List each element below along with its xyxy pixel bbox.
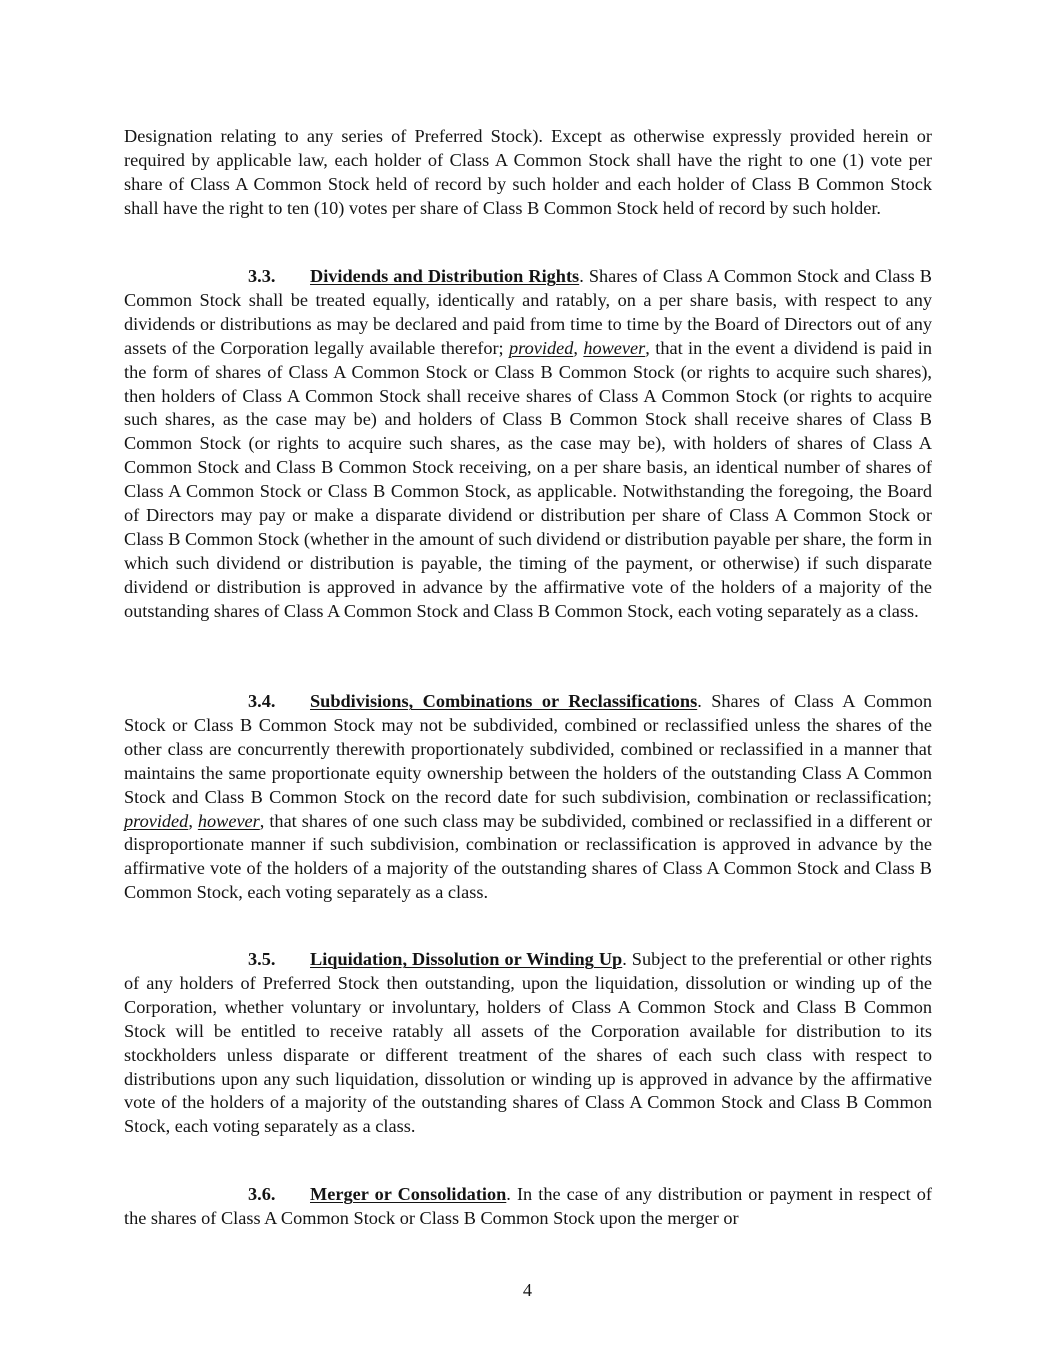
section-number: 3.6. [248, 1184, 276, 1204]
section-3-6: 3.6. Merger or Consolidation. In the case of any distribution or payment in respect of the shares of Class A Common Stock or Class B Common Stock upon the merger or [124, 1184, 932, 1228]
section-heading: Dividends and Distribution Rights [310, 266, 580, 286]
provided-term: provided [124, 810, 189, 831]
section-number: 3.3. [248, 266, 276, 286]
however-term: however [197, 810, 260, 831]
paragraph-voting-rights: Designation relating to any series of Preferred Stock). Except as otherwise expressly provided herein or required by applicable law, each holder of Class A Common Stock shall have the right to one (1) vote per share of Class A Common Stock held of record by such holder and each holder of Class B Common Stock shall have the right to ten (10) votes per share of Class B Common Stock held of record by such holder. [124, 126, 932, 218]
section-number: 3.5. [248, 949, 276, 969]
section-heading: Subdivisions, Combinations or Reclassifications [310, 691, 698, 711]
section-3-4: 3.4. Subdivisions, Combinations or Reclassifications. Shares of Class A Common Stock or Class B Common Stock may not be subdivided, combined or reclassified unless the shares of the other class are concurrently therewith proportionately subdivided, combined or reclassified in a manner that maintains the same proportionate equity ownership between the holders of the outstanding Class A Common Stock and Class B Common Stock on the record date for such subdivision, combination or reclassification; provided, however, that shares of one such class may be subdivided, combined or reclassified in a different or disproportionate manner if such subdivision, combination or reclassification is approved in advance by the affirmative vote of the holders of a majority of the outstanding shares of Class A Common Stock and Class B Common Stock, each voting separately as a class. [124, 691, 932, 903]
page-number: 4 [522, 1280, 533, 1300]
section-heading: Merger or Consolidation [310, 1184, 507, 1204]
section-3-5: 3.5. Liquidation, Dissolution or Winding Up. Subject to the preferential or other rights of any holders of Preferred Stock then outstanding, upon the liquidation, dissolution or winding up of the Corporation, whether voluntary or involuntary, holders of Class A Common Stock and Class B Common Stock will be entitled to receive ratably all assets of the Corporation available for distribution to its stockholders unless disparate or different treatment of the shares of each such class with respect to distributions upon any such liquidation, dissolution or winding up is approved in advance by the affirmative vote of the holders of a majority of the outstanding shares of Class A Common Stock and Class B Common Stock, each voting separately as a class. [124, 949, 933, 1137]
provided-term: provided [509, 337, 574, 358]
section-number: 3.4. [248, 691, 276, 711]
section-heading: Liquidation, Dissolution or Winding Up [310, 949, 623, 969]
however-term: however [583, 337, 646, 358]
section-3-3: 3.3. Dividends and Distribution Rights. Shares of Class A Common Stock and Class B Common Stock shall be treated equally, identically and ratably, on a per share basis, with respect to any dividends or distributions as may be declared and paid from time to time by the Board of Directors out of any assets of the Corporation legally available therefor; provided, however, that in the event a dividend is paid in the form of shares of Class A Common Stock or Class B Common Stock (or rights to acquire such shares), then holders of Class A Common Stock shall receive shares of Class A Common Stock (or rights to acquire such shares, as the case may be) and holders of Class B Common Stock shall receive shares of Class B Common Stock (or rights to acquire such shares, as the case may be), with holders of shares of Class A Common Stock and Class B Common Stock receiving, on a per share basis, an identical number of shares of Class A Common Stock or Class B Common Stock, as applicable. Notwithstanding the foregoing, the Board of Directors may pay or make a disparate dividend or distribution per share of Class A Common Stock or Class B Common Stock (whether in the amount of such dividend or distribution payable per share, the form in which such dividend or distribution is payable, the timing of the payment, or otherwise) if such disparate dividend or distribution is approved in advance by the affirmative vote of the holders of a majority of the outstanding shares of Class A Common Stock and Class B Common Stock, each voting separately as a class. [124, 266, 932, 621]
